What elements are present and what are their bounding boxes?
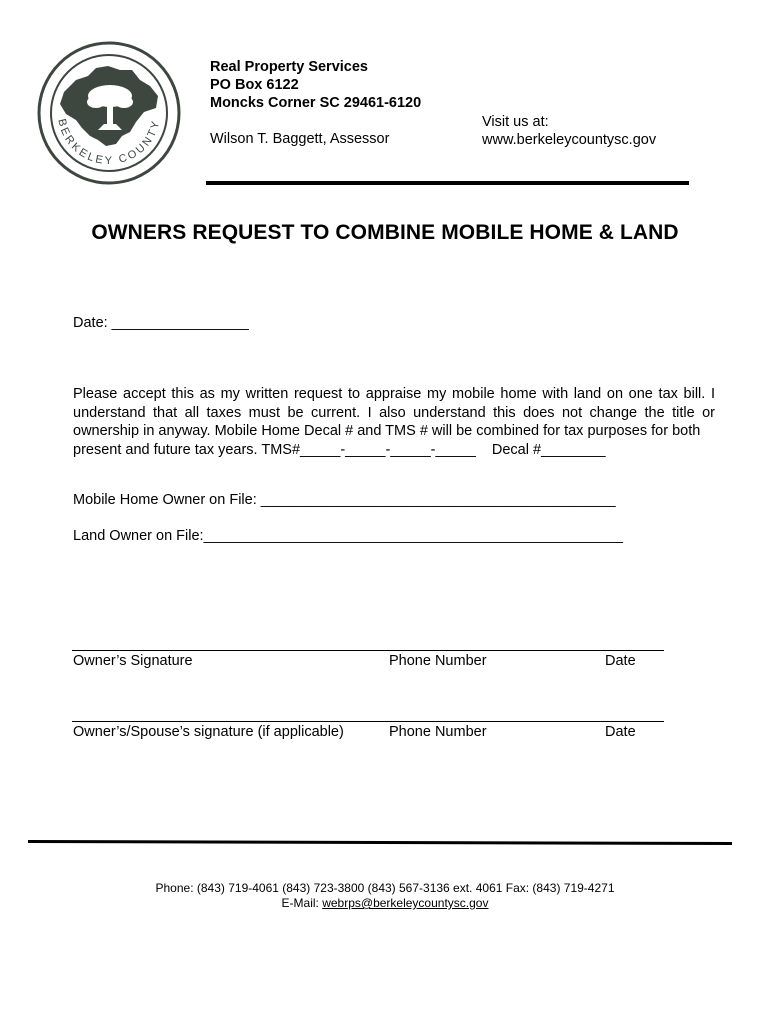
visit-label: Visit us at: <box>482 114 549 130</box>
assessor-name: Wilson T. Baggett, Assessor <box>210 131 390 147</box>
office-address <box>210 58 421 112</box>
city-state-zip: Moncks Corner SC 29461-6120 <box>210 95 422 111</box>
footer-email-line <box>0 896 770 911</box>
mobile-home-owner-field[interactable]: Mobile Home Owner on File: ____________________________________________ <box>73 492 616 508</box>
spouse-signature-label: Owner’s/Spouse’s signature (if applicable) <box>73 724 344 740</box>
footer-contact <box>0 881 770 911</box>
form-title: OWNERS REQUEST TO COMBINE MOBILE HOME & LAND <box>91 221 679 244</box>
spouse-date-label: Date <box>605 724 636 740</box>
spouse-phone-label: Phone Number <box>389 724 487 740</box>
tms-decal-line[interactable]: present and future tax years. TMS#_____-_____-_____-_____ Decal #________ <box>73 441 606 458</box>
svg-text:BERKELEY COUNTY: BERKELEY COUNTY <box>55 117 163 168</box>
office-name: Real Property Services <box>210 59 368 75</box>
land-owner-field[interactable]: Land Owner on File:____________________________________________________ <box>73 528 623 544</box>
footer-phone: Phone: (843) 719-4061 (843) 723-3800 (843) 567-3136 ext. 4061 Fax: (843) 719-4271 <box>155 881 615 895</box>
berkeley-county-seal-logo <box>36 40 182 186</box>
footer-divider <box>28 840 732 845</box>
spouse-signature-line[interactable] <box>72 721 664 722</box>
visit-block <box>482 113 656 149</box>
owner-date-label: Date <box>605 653 636 669</box>
website-link[interactable]: www.berkeleycountysc.gov <box>482 132 657 148</box>
owner-phone-label: Phone Number <box>389 653 487 669</box>
request-text: Please accept this as my written request to appraise my mobile home with land on one tax bill. I understand that all taxes must be current. I also understand this does not change the title or ownership in anyway. Mobile Home Decal # and TMS # will be combined for tax purposes for both <box>73 386 715 439</box>
owner-signature-line[interactable] <box>72 650 664 651</box>
footer-email-label: E-Mail: <box>281 896 323 910</box>
request-paragraph <box>73 385 715 459</box>
footer-email-link[interactable]: webrps@berkeleycountysc.gov <box>322 896 489 910</box>
date-field[interactable]: Date: _________________ <box>73 315 249 331</box>
owner-signature-label: Owner’s Signature <box>73 653 193 669</box>
header-divider <box>206 181 689 185</box>
po-box: PO Box 6122 <box>210 77 299 93</box>
